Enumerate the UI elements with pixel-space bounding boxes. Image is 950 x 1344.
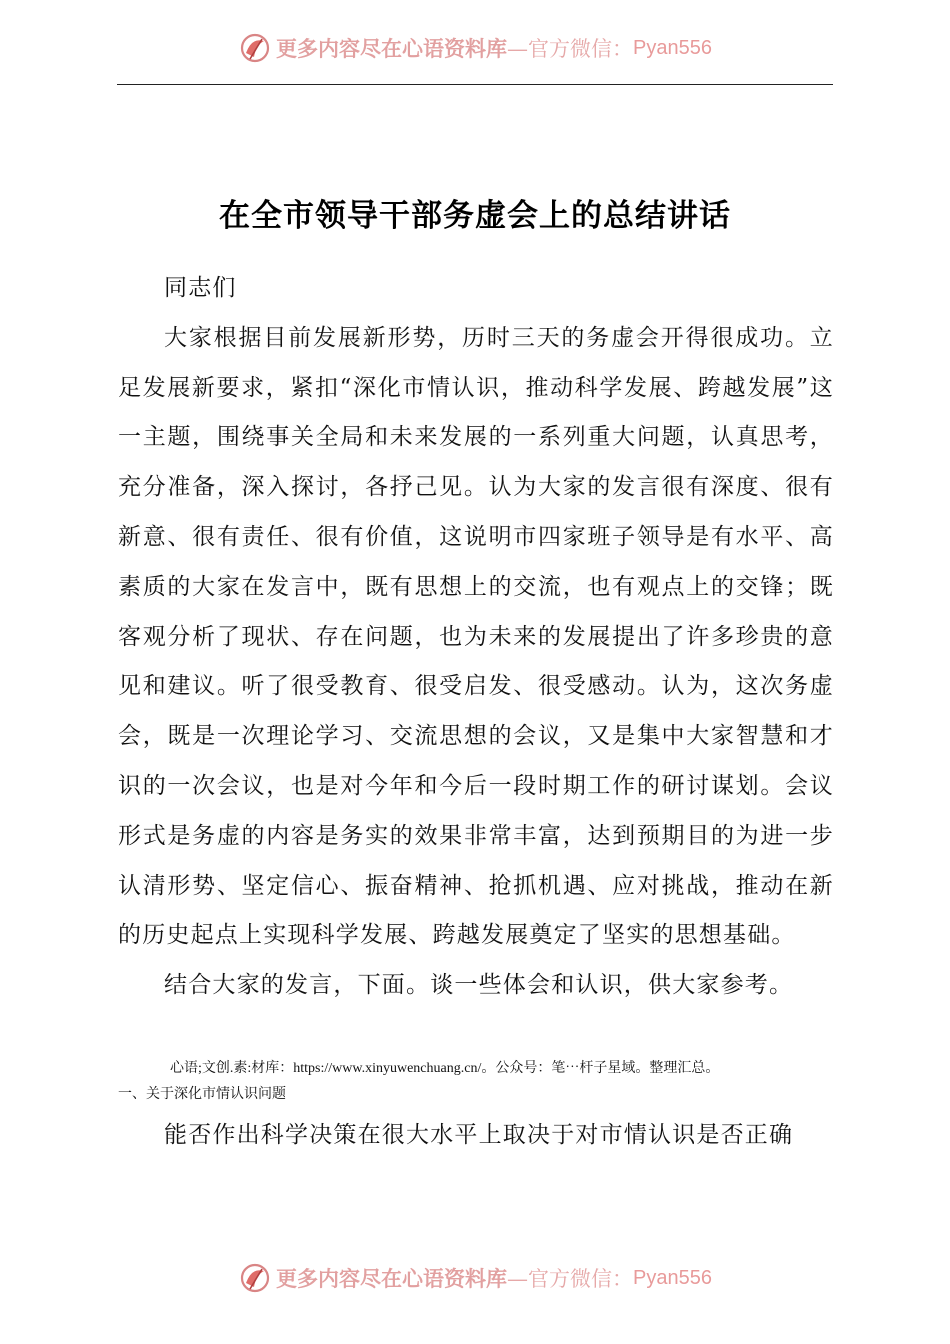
source-note: 心语;文创.素:材库：https://www.xinyuwenchuang.cn/。公众号：笔⋯杆子星域。整理汇总。 — [170, 1061, 720, 1076]
greeting: 同志们 — [164, 275, 237, 301]
header-banner — [0, 28, 950, 68]
header-banner-wechat-label: —官方微信： — [507, 37, 634, 61]
paragraph-3: 能否作出科学决策在很大水平上取决于对市情认识是否正确 — [164, 1122, 794, 1148]
document-title: 在全市领导干部务虚会上的总结讲话 — [219, 198, 731, 234]
document-body — [118, 264, 834, 1011]
footer-banner — [0, 1258, 950, 1298]
footer-banner-text: 更多内容尽在心语资料库 — [276, 1266, 508, 1291]
header-divider — [117, 84, 833, 85]
brand-logo-icon — [238, 31, 272, 65]
header-banner-text: 更多内容尽在心语资料库 — [276, 36, 508, 61]
footer-banner-wechat-id: Pyan556 — [633, 1266, 712, 1289]
brand-logo-icon — [238, 1261, 272, 1295]
header-banner-wechat-id: Pyan556 — [633, 36, 712, 59]
footer-banner-wechat-label: —官方微信： — [507, 1267, 634, 1291]
paragraph-1: 大家根据目前发展新形势，历时三天的务虚会开得很成功。立足发展新要求，紧扣“深化市情认识，推动科学发展、跨越发展”这一主题，围绕事关全局和未来发展的一系列重大问题，认真思考，充分准备，深入探讨，各抒己见。认为大家的发言很有深度、很有新意、很有责任、很有价值，这说明市四家班子领导是有水平、高素质的大家在发言中，既有思想上的交流，也有观点上的交锋；既客观分析了现状、存在问题，也为未来的发展提出了许多珍贵的意见和建议。听了很受教育、很受启发、很受感动。认为，这次务虚会，既是一次理论学习、交流思想的会议，又是集中大家智慧和才识的一次会议，也是对今年和今后一段时期工作的研讨谋划。会议形式是务虚的内容是务实的效果非常丰富，达到预期目的为进一步认清形势、坚定信心、振奋精神、抢抓机遇、应对挑战，推动在新的历史起点上实现科学发展、跨越发展奠定了坚实的思想基础。 — [118, 324, 834, 949]
paragraph-2: 结合大家的发言，下面。谈一些体会和认识，供大家参考。 — [164, 972, 794, 999]
section-heading-1: 一、关于深化市情认识问题 — [118, 1086, 286, 1102]
